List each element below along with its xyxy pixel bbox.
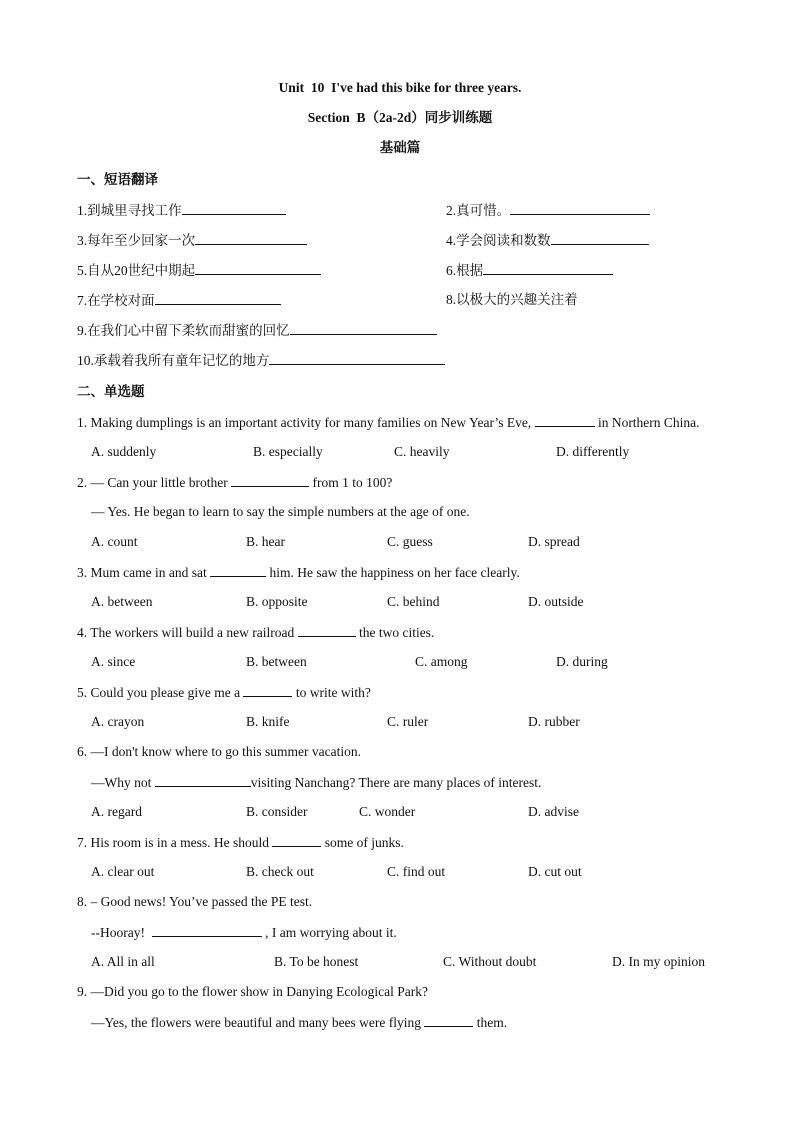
q7-option-a[interactable]: A. clear out [91,864,155,879]
q1-option-a[interactable]: A. suddenly [91,444,157,459]
q7-option-c[interactable]: C. find out [387,864,446,879]
q4-option-b[interactable]: B. between [246,654,307,669]
q6-option-b[interactable]: B. consider [246,804,308,819]
q9-response: —Yes, the flowers were beautiful and many bees were flying them. [91,1015,508,1030]
q6-option-d[interactable]: D. advise [528,804,579,819]
q3-option-b[interactable]: B. opposite [246,594,308,609]
question-1: 1. Making dumplings is an important activity for many families on New Year’s Eve, in Northern China. [77,415,700,430]
q8-option-c[interactable]: C. Without doubt [443,954,537,969]
phrase-item-3: 3.每年至少回家一次 [77,231,307,250]
phrase-item-8: 8.以极大的兴趣关注着 [446,292,578,307]
q1-option-d[interactable]: D. differently [556,444,630,459]
phrase-item-6: 6.根据 [446,261,613,280]
answer-blank[interactable] [535,413,595,427]
question-2: 2. — Can your little brother from 1 to 100? [77,475,393,490]
phrase-item-7: 7.在学校对面 [77,291,281,310]
q2-response: — Yes. He began to learn to say the simple numbers at the age of one. [91,504,470,519]
phrase-item-10: 10.承载着我所有童年记忆的地方 [77,351,445,370]
q2-option-c[interactable]: C. guess [387,534,433,549]
section-subtitle: Section B（2a-2d）同步训练题 [307,110,493,125]
answer-blank[interactable] [195,231,307,245]
q5-option-d[interactable]: D. rubber [528,714,580,729]
q4-option-a[interactable]: A. since [91,654,136,669]
part1-heading: 一、短语翻译 [77,172,158,187]
q8-option-d[interactable]: D. In my opinion [612,954,705,969]
q6-option-c[interactable]: C. wonder [359,804,416,819]
phrase-item-5: 5.自从20世纪中期起 [77,261,321,280]
question-6: 6. —I don't know where to go this summer vacation. [77,744,362,759]
question-5: 5. Could you please give me a to write with? [77,685,371,700]
phrase-item-4: 4.学会阅读和数数 [446,231,649,250]
answer-blank[interactable] [269,351,445,365]
answer-blank[interactable] [152,923,262,937]
q1-option-c[interactable]: C. heavily [394,444,450,459]
answer-blank[interactable] [243,683,292,697]
q2-option-d[interactable]: D. spread [528,534,580,549]
q7-option-d[interactable]: D. cut out [528,864,582,879]
q8-option-a[interactable]: A. All in all [91,954,155,969]
level-label: 基础篇 [379,140,421,155]
q5-option-a[interactable]: A. crayon [91,714,145,729]
q6-response: —Why not visiting Nanchang? There are many places of interest. [91,775,542,790]
q2-option-a[interactable]: A. count [91,534,138,549]
answer-blank[interactable] [195,261,321,275]
phrase-item-9: 9.在我们心中留下柔软而甜蜜的回忆 [77,321,437,340]
question-4: 4. The workers will build a new railroad the two cities. [77,625,435,640]
question-8: 8. – Good news! You’ve passed the PE test. [77,894,313,909]
q1-option-b[interactable]: B. especially [253,444,323,459]
q5-option-b[interactable]: B. knife [246,714,290,729]
part2-heading: 二、单选题 [77,384,145,399]
q4-option-c[interactable]: C. among [415,654,468,669]
answer-blank[interactable] [298,623,356,637]
answer-blank[interactable] [424,1013,473,1027]
question-9: 9. —Did you go to the flower show in Danying Ecological Park? [77,984,428,999]
q2-option-b[interactable]: B. hear [246,534,285,549]
q3-option-d[interactable]: D. outside [528,594,584,609]
q3-option-a[interactable]: A. between [91,594,153,609]
phrase-item-2: 2.真可惜。 [446,201,650,220]
answer-blank[interactable] [231,473,309,487]
answer-blank[interactable] [551,231,649,245]
answer-blank[interactable] [155,291,281,305]
question-7: 7. His room is in a mess. He should some of junks. [77,835,404,850]
answer-blank[interactable] [182,201,286,215]
answer-blank[interactable] [483,261,613,275]
q4-option-d[interactable]: D. during [556,654,608,669]
question-3: 3. Mum came in and sat him. He saw the happiness on her face clearly. [77,565,520,580]
q3-option-c[interactable]: C. behind [387,594,440,609]
q6-option-a[interactable]: A. regard [91,804,142,819]
answer-blank[interactable] [510,201,650,215]
answer-blank[interactable] [272,833,321,847]
q8-option-b[interactable]: B. To be honest [274,954,359,969]
page-title: Unit 10 I've had this bike for three years. [278,80,522,95]
answer-blank[interactable] [290,321,437,335]
q8-response: --Hooray! , I am worrying about it. [91,925,397,940]
q5-option-c[interactable]: C. ruler [387,714,429,729]
phrase-item-1: 1.到城里寻找工作 [77,201,286,220]
answer-blank[interactable] [155,773,251,787]
answer-blank[interactable] [210,563,266,577]
q7-option-b[interactable]: B. check out [246,864,314,879]
